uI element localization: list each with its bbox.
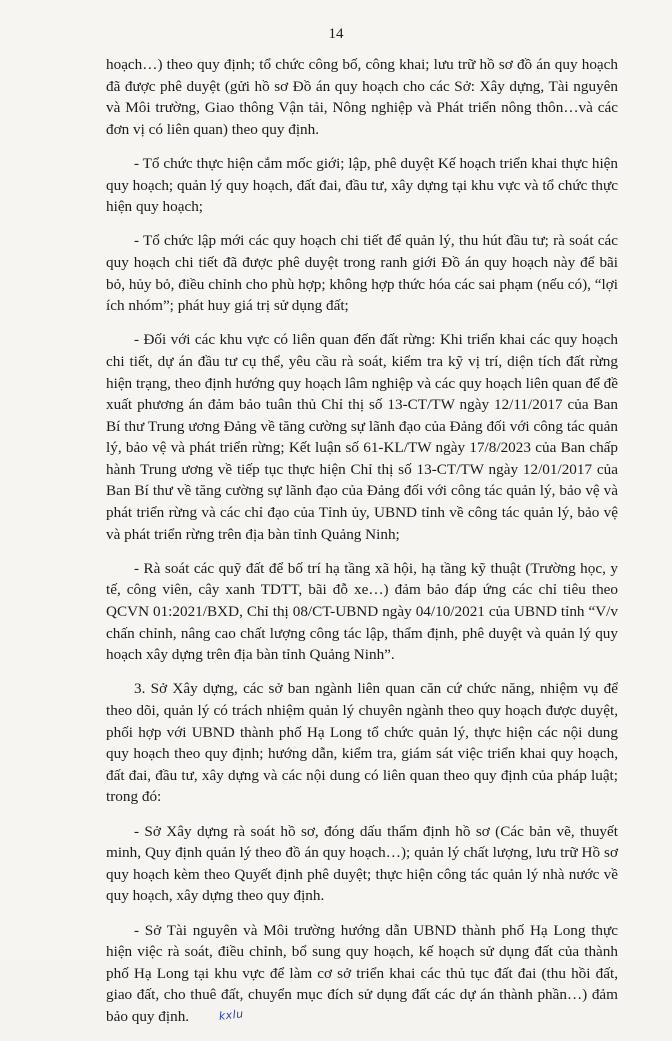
paragraph-7: - Sở Xây dựng rà soát hồ sơ, đóng dấu thẩm định hồ sơ (Các bản vẽ, thuyết minh, Quy định quản lý theo đồ án quy hoạch…); quản lý chất lượng, lưu trữ Hồ sơ quy hoạch kèm theo Quyết định phê duyệt; thực hiện công tác quản lý nhà nước về quy hoạch, xây dựng theo quy định. xyxy=(106,822,618,905)
page-number: 14 xyxy=(328,26,344,42)
document-body xyxy=(106,54,618,1041)
paragraph-8 xyxy=(106,920,618,1029)
paragraph-3: - Tổ chức lập mới các quy hoạch chi tiết để quản lý, thu hút đầu tư; rà soát các quy hoạch chi tiết đã được phê duyệt trong ranh giới Đồ án quy hoạch này để bãi bỏ, hủy bỏ, điều chỉnh cho phù hợp; không hợp thức hóa các sai phạm (nếu có), “lợi ích nhóm”; phát huy giá trị sử dụng đất; xyxy=(106,232,618,315)
paragraph-6: 3. Sở Xây dựng, các sở ban ngành liên quan căn cứ chức năng, nhiệm vụ để theo dõi, quản lý có trách nhiệm quản lý chuyên ngành theo quy hoạch được duyệt, phối hợp với UBND thành phố Hạ Long tổ chức quản lý, thực hiện các nội dung quy hoạch theo quy định; hướng dẫn, kiểm tra, giám sát việc triển khai quy hoạch, đất đai, đầu tư, xây dựng và các nội dung có liên quan theo quy định của pháp luật; trong đó: xyxy=(106,680,618,806)
paragraph-1: hoạch…) theo quy định; tổ chức công bố, công khai; lưu trữ hồ sơ đồ án quy hoạch đã được phê duyệt (gửi hồ sơ Đồ án quy hoạch cho các Sở: Xây dựng, Tài nguyên và Môi trường, Giao thông Vận tải, Nông nghiệp và Phát triển nông thôn…và các đơn vị có liên quan) theo quy định. xyxy=(106,56,618,138)
paragraph-5: - Rà soát các quỹ đất để bố trí hạ tầng xã hội, hạ tầng kỹ thuật (Trường học, y tế, công viên, cây xanh TDTT, bãi đỗ xe…) đảm bảo đáp ứng các chỉ tiêu theo QCVN 01:2021/BXD, Chỉ thị 08/CT-UBND ngày 04/10/2021 của UBND tỉnh “V/v chấn chỉnh, nâng cao chất lượng công tác lập, thẩm định, phê duyệt và quản lý quy hoạch xây dựng trên địa bàn tỉnh Quảng Ninh”. xyxy=(106,559,618,664)
handwritten-initials: kxlu xyxy=(218,1007,245,1023)
paragraph-4: - Đối với các khu vực có liên quan đến đất rừng: Khi triển khai các quy hoạch chi tiết, dự án đầu tư cụ thể, yêu cầu rà soát, kiểm tra kỹ vị trí, diện tích đất rừng hiện trạng, theo định hướng quy hoạch lâm nghiệp và các quy hoạch liên quan để đề xuất phương án đảm bảo tuân thủ Chỉ thị số 13-CT/TW ngày 12/11/2017 của Ban Bí thư Trung ương Đảng về tăng cường sự lãnh đạo của Đảng đối với công tác quản lý, bảo vệ và phát triển rừng; Kết luận số 61-KL/TW ngày 17/8/2023 của Ban chấp hành Trung ương về tiếp tục thực hiện Chỉ thị số 13-CT/TW ngày 12/01/2017 của Ban Bí thư về tăng cường sự lãnh đạo của Đảng đối với công tác quản lý, bảo vệ và phát triển rừng và các chỉ đạo của Tỉnh ủy, UBND tỉnh về công tác quản lý, bảo vệ và phát triển rừng trên địa bàn tỉnh Quảng Ninh; xyxy=(106,331,618,543)
paragraph-8-text: - Sở Tài nguyên và Môi trường hướng dẫn UBND thành phố Hạ Long thực hiện việc rà soát, điều chỉnh, bổ sung quy hoạch, kế hoạch sử dụng đất của thành phố Hạ Long tại khu vực để làm cơ sở triển khai các thủ tục đất đai (thu hồi đất, giao đất, cho thuê đất, chuyển mục đích sử dụng đất các dự án thành phần…) đảm bảo quy định. xyxy=(106,921,618,1025)
paragraph-2: - Tổ chức thực hiện cắm mốc giới; lập, phê duyệt Kế hoạch triển khai thực hiện quy hoạch; quản lý quy hoạch, đất đai, đầu tư, xây dựng tại khu vực và tổ chức thực hiện quy hoạch; xyxy=(106,154,618,216)
